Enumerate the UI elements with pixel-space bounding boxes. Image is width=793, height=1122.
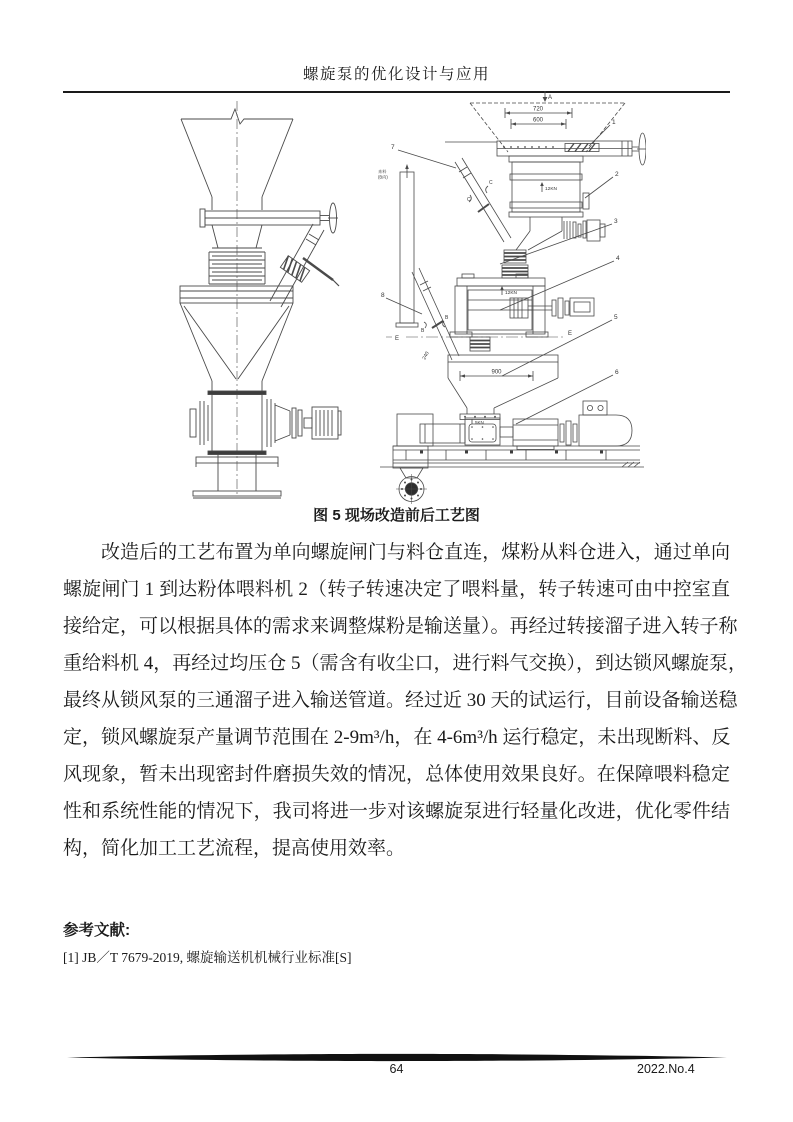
- section-b-label: B: [445, 315, 449, 321]
- paragraph-line: 风现象，暂未出现密封件磨损失效的情况，总体使用效果良好。在保障喂料稳定: [63, 764, 730, 785]
- callout-1: 1: [612, 119, 616, 126]
- page-number: 64: [389, 1062, 404, 1076]
- dim-720-label: 720: [532, 106, 544, 113]
- callout-7: 7: [391, 144, 395, 151]
- section-c-label: C: [467, 197, 471, 203]
- load-bin-label: 5KN: [475, 420, 484, 425]
- callout-3: 3: [614, 218, 618, 225]
- dim-600-label: 600: [532, 117, 544, 124]
- paragraph-line: 定，锁风螺旋泵产量调节范围在 2-9m³/h，在 4-6m³/h 运行稳定，未出现断料、反: [63, 727, 731, 748]
- section-c-label: C: [489, 180, 493, 186]
- section-b-label: B: [421, 328, 425, 334]
- figure-caption: 图 5 现场改造前后工艺图: [313, 507, 480, 524]
- callout-5: 5: [614, 314, 618, 321]
- chute-note-line2: (B向): [378, 174, 388, 180]
- reference-item: [1] JB／T 7679-2019, 螺旋输送机机械行业标准[S]: [63, 950, 352, 965]
- paragraph-line: 性和系统性能的情况下，我司将进一步对该螺旋泵进行轻量化改进，优化零件结: [63, 801, 730, 822]
- left-drawing-lines: [180, 101, 341, 498]
- paragraph-line: 最终从锁风泵的三通溜子进入输送管道。经过近 30 天的试运行，目前设备输送稳: [63, 690, 738, 711]
- callout-4: 4: [616, 255, 620, 262]
- paragraph-line: 重给料机 4，再经过均压仓 5（需含有收尘口，进行料气交换），到达锁风螺旋泵，: [63, 653, 748, 674]
- issue-label: 2022.No.4: [637, 1062, 695, 1076]
- footer-divider: [66, 1053, 728, 1062]
- paragraph-line: 接给定，可以根据具体的需求来调整煤粉是输送量）。再经过转接溜子进入转子称: [63, 616, 738, 637]
- dim-240-label: 240: [421, 350, 431, 361]
- body-paragraph: [63, 534, 748, 867]
- dim-900-label: 900: [491, 369, 502, 376]
- callout-8: 8: [381, 292, 385, 299]
- callout-2: 2: [615, 171, 619, 178]
- view-a-label: A: [548, 95, 553, 101]
- load-vessel-label: 12KN: [545, 187, 557, 192]
- right-drawing-lines: [380, 91, 646, 504]
- figure-right-after-diagram: [376, 88, 646, 508]
- section-e-label: E: [568, 331, 573, 337]
- paragraph-line: 构，简化加工工艺流程，提高使用效率。: [63, 838, 406, 859]
- callout-6: 6: [615, 369, 619, 376]
- figure-left-before-diagram: [163, 93, 358, 503]
- load-feeder-label: 12KN: [505, 291, 517, 296]
- page-title: 螺旋泵的优化设计与应用: [302, 66, 490, 83]
- paragraph-line: 螺旋闸门 1 到达粉体喂料机 2（转子转速决定了喂料量，转子转速可由中控室直: [63, 579, 730, 600]
- references-heading: 参考文献:: [63, 922, 131, 939]
- chute-note-line1: 来料: [378, 169, 387, 174]
- paragraph-line: 改造后的工艺布置为单向螺旋闸门与料仓直连，煤粉从料仓进入，通过单向: [101, 542, 730, 563]
- section-e-label: E: [395, 336, 400, 342]
